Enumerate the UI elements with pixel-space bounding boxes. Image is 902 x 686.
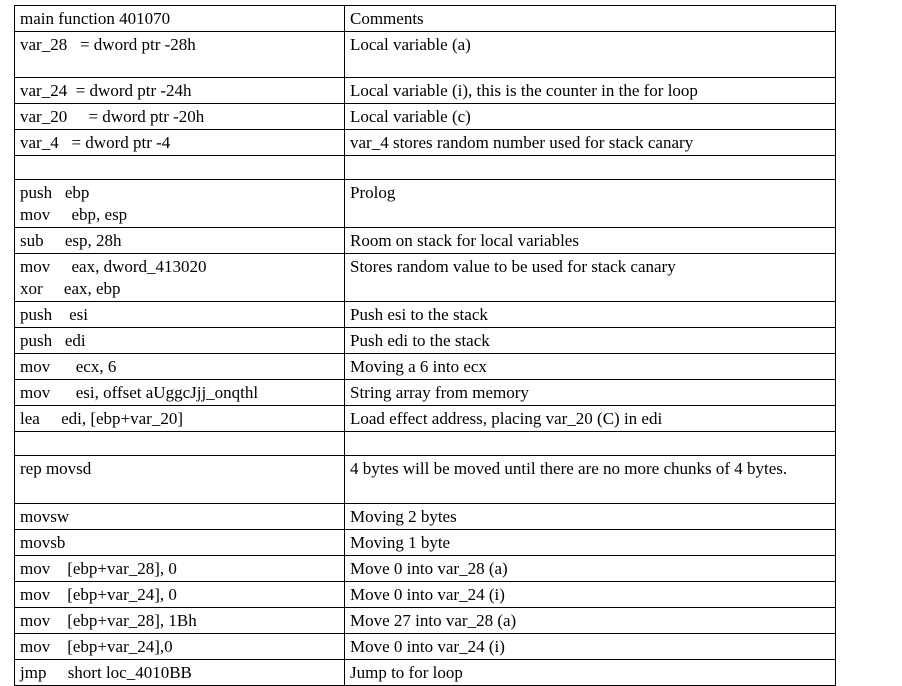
code-cell (15, 634, 345, 660)
comment-cell: Move 0 into var_28 (a) (345, 556, 836, 582)
comment-cell: 4 bytes will be moved until there are no more chunks of 4 bytes. (345, 456, 836, 504)
table-row (15, 582, 836, 608)
table-row (15, 6, 836, 32)
code-line: mov [ebp+var_28], 0 (20, 559, 177, 578)
code-line: rep movsd (20, 459, 92, 478)
comment-cell: Load effect address, placing var_20 (C) in edi (345, 406, 836, 432)
table-row (15, 456, 836, 504)
code-line: mov [ebp+var_28], 1Bh (20, 611, 197, 630)
comment-cell: Stores random value to be used for stack canary (345, 254, 836, 302)
code-cell (15, 228, 345, 254)
table-row (15, 608, 836, 634)
code-cell (15, 32, 345, 78)
table-row (15, 78, 836, 104)
code-cell (15, 530, 345, 556)
code-line: mov [ebp+var_24], 0 (20, 585, 177, 604)
comment-cell: Push edi to the stack (345, 328, 836, 354)
code-line: push edi (20, 331, 86, 350)
code-cell (15, 456, 345, 504)
table-row (15, 380, 836, 406)
code-line: movsw (20, 507, 70, 526)
code-line: main function 401070 (20, 9, 171, 28)
table-body (15, 6, 836, 686)
code-cell (15, 254, 345, 302)
comment-cell: Jump to for loop (345, 660, 836, 686)
table-row (15, 660, 836, 686)
code-line: mov eax, dword_413020 (20, 257, 207, 276)
comment-cell: Local variable (c) (345, 104, 836, 130)
comment-cell: Prolog (345, 180, 836, 228)
comment-cell (345, 432, 836, 456)
comment-cell: Moving 2 bytes (345, 504, 836, 530)
comment-cell: Comments (345, 6, 836, 32)
code-cell (15, 354, 345, 380)
code-line: mov ecx, 6 (20, 357, 117, 376)
code-cell (15, 406, 345, 432)
code-line: push esi (20, 305, 88, 324)
comment-cell: Moving 1 byte (345, 530, 836, 556)
code-cell (15, 504, 345, 530)
table-row (15, 634, 836, 660)
code-cell (15, 432, 345, 456)
code-line: mov [ebp+var_24],0 (20, 637, 173, 656)
code-line: var_24 = dword ptr -24h (20, 81, 192, 100)
table-row (15, 504, 836, 530)
code-cell (15, 180, 345, 228)
comment-cell: Move 27 into var_28 (a) (345, 608, 836, 634)
code-line: xor eax, ebp (20, 279, 121, 298)
comment-cell: Local variable (a) (345, 32, 836, 78)
table-row (15, 432, 836, 456)
table-row (15, 254, 836, 302)
table-row (15, 406, 836, 432)
table-row (15, 302, 836, 328)
code-line: push ebp (20, 183, 90, 202)
code-line: jmp short loc_4010BB (20, 663, 192, 682)
table-row (15, 104, 836, 130)
comment-cell: Moving a 6 into ecx (345, 354, 836, 380)
comment-cell: Move 0 into var_24 (i) (345, 582, 836, 608)
code-line: lea edi, [ebp+var_20] (20, 409, 183, 428)
table-row (15, 180, 836, 228)
code-cell (15, 156, 345, 180)
table-row (15, 130, 836, 156)
table-row (15, 530, 836, 556)
code-line: mov ebp, esp (20, 205, 128, 224)
code-line: movsb (20, 533, 66, 552)
code-line: var_28 = dword ptr -28h (20, 35, 196, 54)
code-line: mov esi, offset aUggcJjj_onqthl (20, 383, 259, 402)
code-cell (15, 302, 345, 328)
code-cell (15, 660, 345, 686)
comment-cell: var_4 stores random number used for stack canary (345, 130, 836, 156)
assembly-comments-table (14, 5, 836, 686)
code-cell (15, 6, 345, 32)
comment-cell: Local variable (i), this is the counter in the for loop (345, 78, 836, 104)
code-cell (15, 328, 345, 354)
code-line: var_20 = dword ptr -20h (20, 107, 205, 126)
code-line: sub esp, 28h (20, 231, 122, 250)
comment-cell (345, 156, 836, 180)
table-row (15, 32, 836, 78)
code-cell (15, 130, 345, 156)
code-cell (15, 78, 345, 104)
code-cell (15, 556, 345, 582)
code-cell (15, 104, 345, 130)
table-row (15, 228, 836, 254)
code-cell (15, 608, 345, 634)
code-line: var_4 = dword ptr -4 (20, 133, 171, 152)
code-cell (15, 380, 345, 406)
code-cell (15, 582, 345, 608)
table-row (15, 328, 836, 354)
comment-cell: Push esi to the stack (345, 302, 836, 328)
table-row (15, 556, 836, 582)
comment-cell: String array from memory (345, 380, 836, 406)
table-row (15, 156, 836, 180)
comment-cell: Move 0 into var_24 (i) (345, 634, 836, 660)
comment-cell: Room on stack for local variables (345, 228, 836, 254)
table-row (15, 354, 836, 380)
